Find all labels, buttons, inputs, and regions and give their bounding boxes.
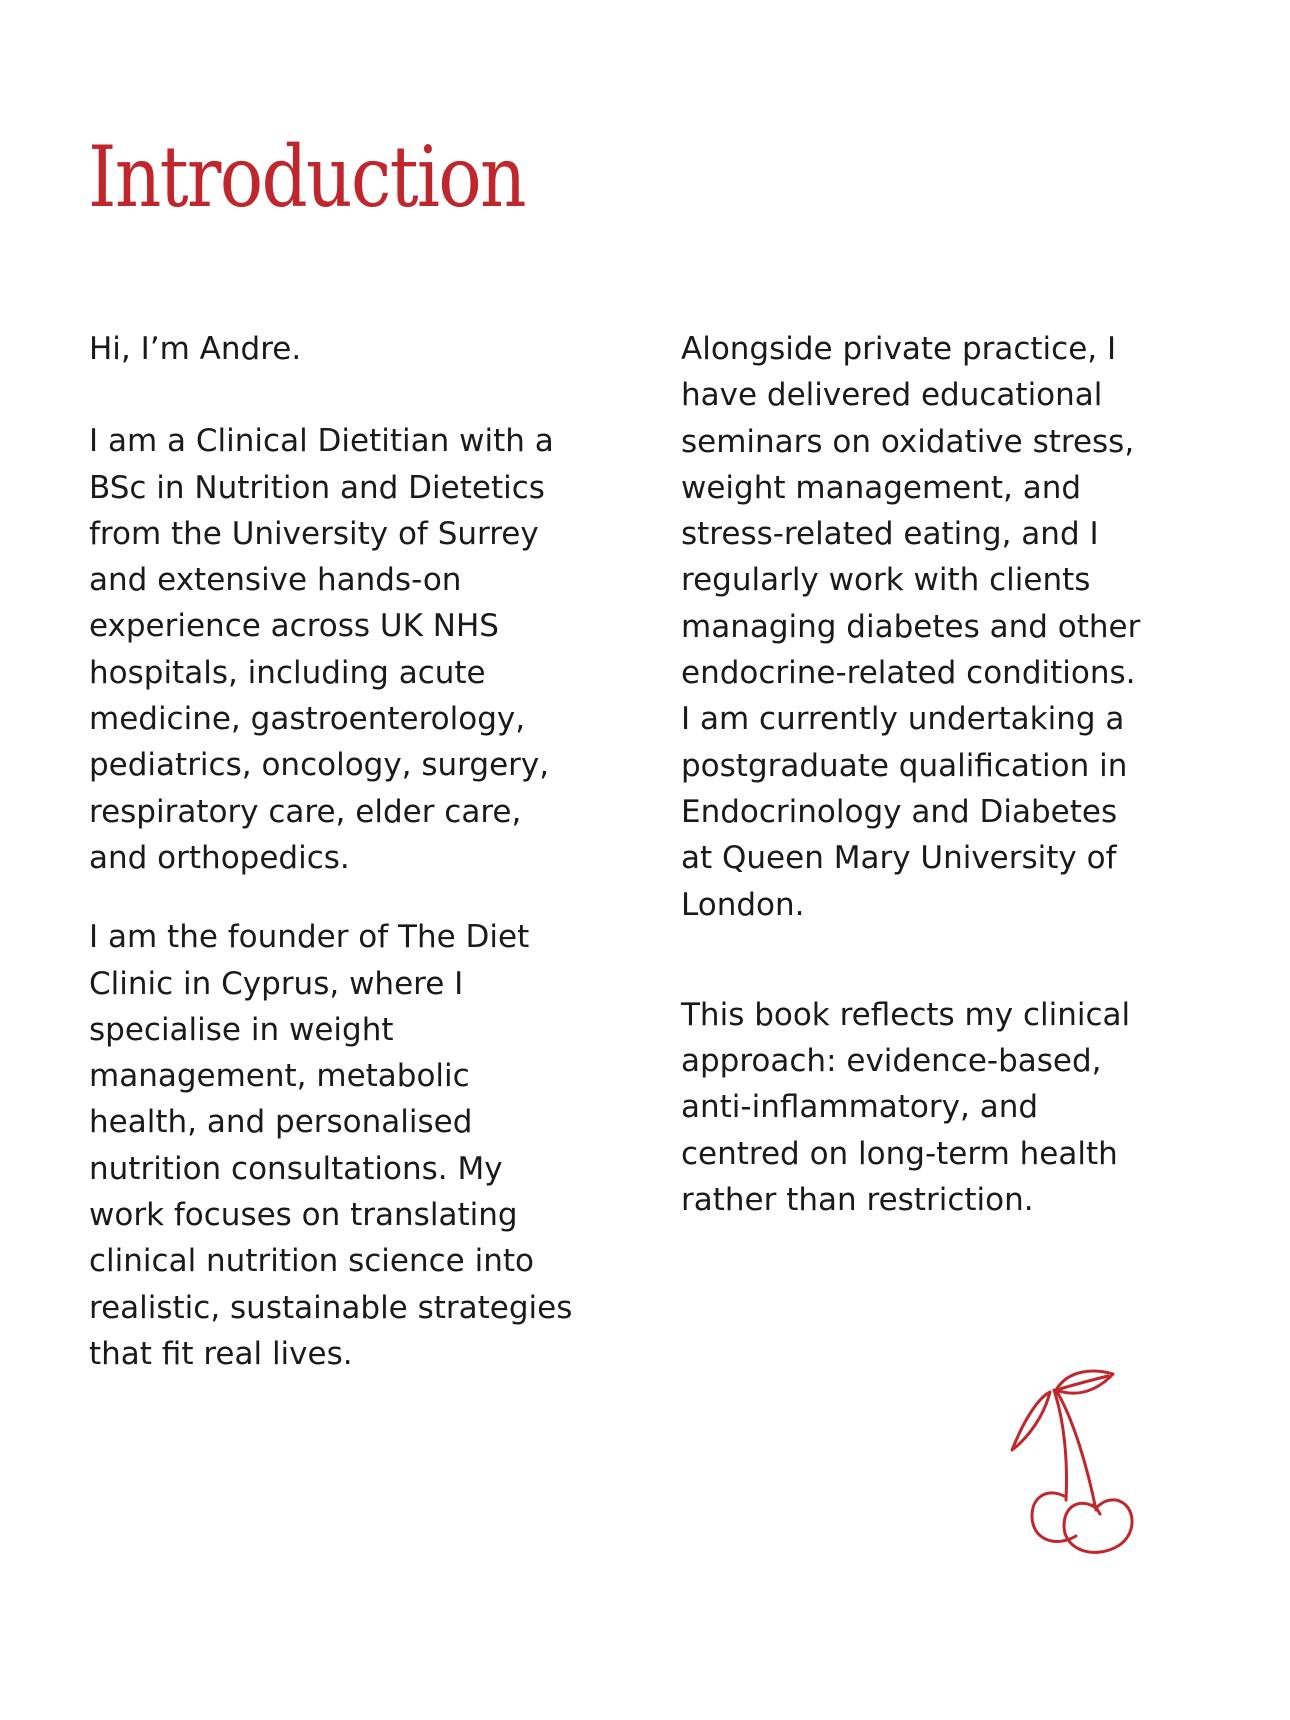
text-line: at Queen Mary University of (681, 840, 1117, 877)
text-line: realistic, sustainable strategies (89, 1289, 573, 1326)
text-line: medicine, gastroenterology, (89, 701, 526, 738)
text-line: postgraduate qualification in (681, 747, 1128, 784)
text-line: rather than restriction. (681, 1182, 1034, 1219)
text-line: experience across UK NHS (89, 608, 499, 645)
paragraph-spacer (681, 928, 1201, 992)
text-line: managing diabetes and other (681, 608, 1141, 645)
text-line: approach: evidence-based, (681, 1043, 1102, 1080)
text-line: pediatrics, oncology, surgery, (89, 747, 550, 784)
text-line: and orthopedics. (89, 839, 350, 876)
text-line: regularly work with clients (681, 562, 1091, 599)
text-line: Endocrinology and Diabetes (681, 793, 1118, 830)
text-line: work focuses on translating (89, 1197, 518, 1234)
text-line: endocrine-related conditions. (681, 655, 1136, 692)
text-line: seminars on oxidative stress, (681, 423, 1135, 460)
text-line: that fit real lives. (89, 1335, 353, 1372)
text-line: I am the founder of The Diet (89, 919, 530, 956)
left-column (89, 326, 609, 1377)
text-line: BSc in Nutrition and Dietetics (89, 469, 545, 506)
paragraph-spacer (89, 372, 609, 418)
text-line: Hi, I’m Andre. (89, 331, 302, 367)
text-line: London. (681, 886, 805, 923)
text-line: hospitals, including acute (89, 654, 486, 691)
text-line: I am a Clinical Dietitian with a (89, 423, 554, 460)
text-line: stress-related eating, and I (681, 516, 1099, 553)
text-line: health, and personalised (89, 1104, 473, 1141)
book-approach-paragraph (681, 992, 1201, 1223)
text-line: have delivered educational (681, 377, 1103, 414)
text-line: Clinic in Cyprus, where I (89, 965, 464, 1002)
cherry-icon (998, 1360, 1158, 1560)
text-line: nutrition consultations. My (89, 1150, 503, 1187)
text-line: This book reflects my clinical (681, 996, 1131, 1033)
text-line: specialise in weight (89, 1011, 394, 1048)
text-line: centred on long-term health (681, 1135, 1118, 1172)
right-column (681, 326, 1201, 1223)
text-line: management, metabolic (89, 1058, 470, 1095)
text-line: anti-inflammatory, and (681, 1089, 1039, 1126)
text-line: from the University of Surrey (89, 515, 539, 552)
greeting-paragraph (89, 326, 609, 372)
text-line: Alongside private practice, I (681, 331, 1117, 367)
text-line: weight management, and (681, 469, 1082, 506)
text-line: I am currently undertaking a (681, 701, 1125, 738)
credentials-paragraph (89, 418, 609, 881)
text-line: and extensive hands-on (89, 562, 462, 599)
paragraph-spacer (89, 881, 609, 914)
clinic-paragraph (89, 914, 609, 1377)
page-title: Introduction (88, 128, 525, 226)
practice-paragraph (681, 326, 1201, 928)
text-line: clinical nutrition science into (89, 1243, 534, 1280)
text-line: respiratory care, elder care, (89, 793, 522, 830)
